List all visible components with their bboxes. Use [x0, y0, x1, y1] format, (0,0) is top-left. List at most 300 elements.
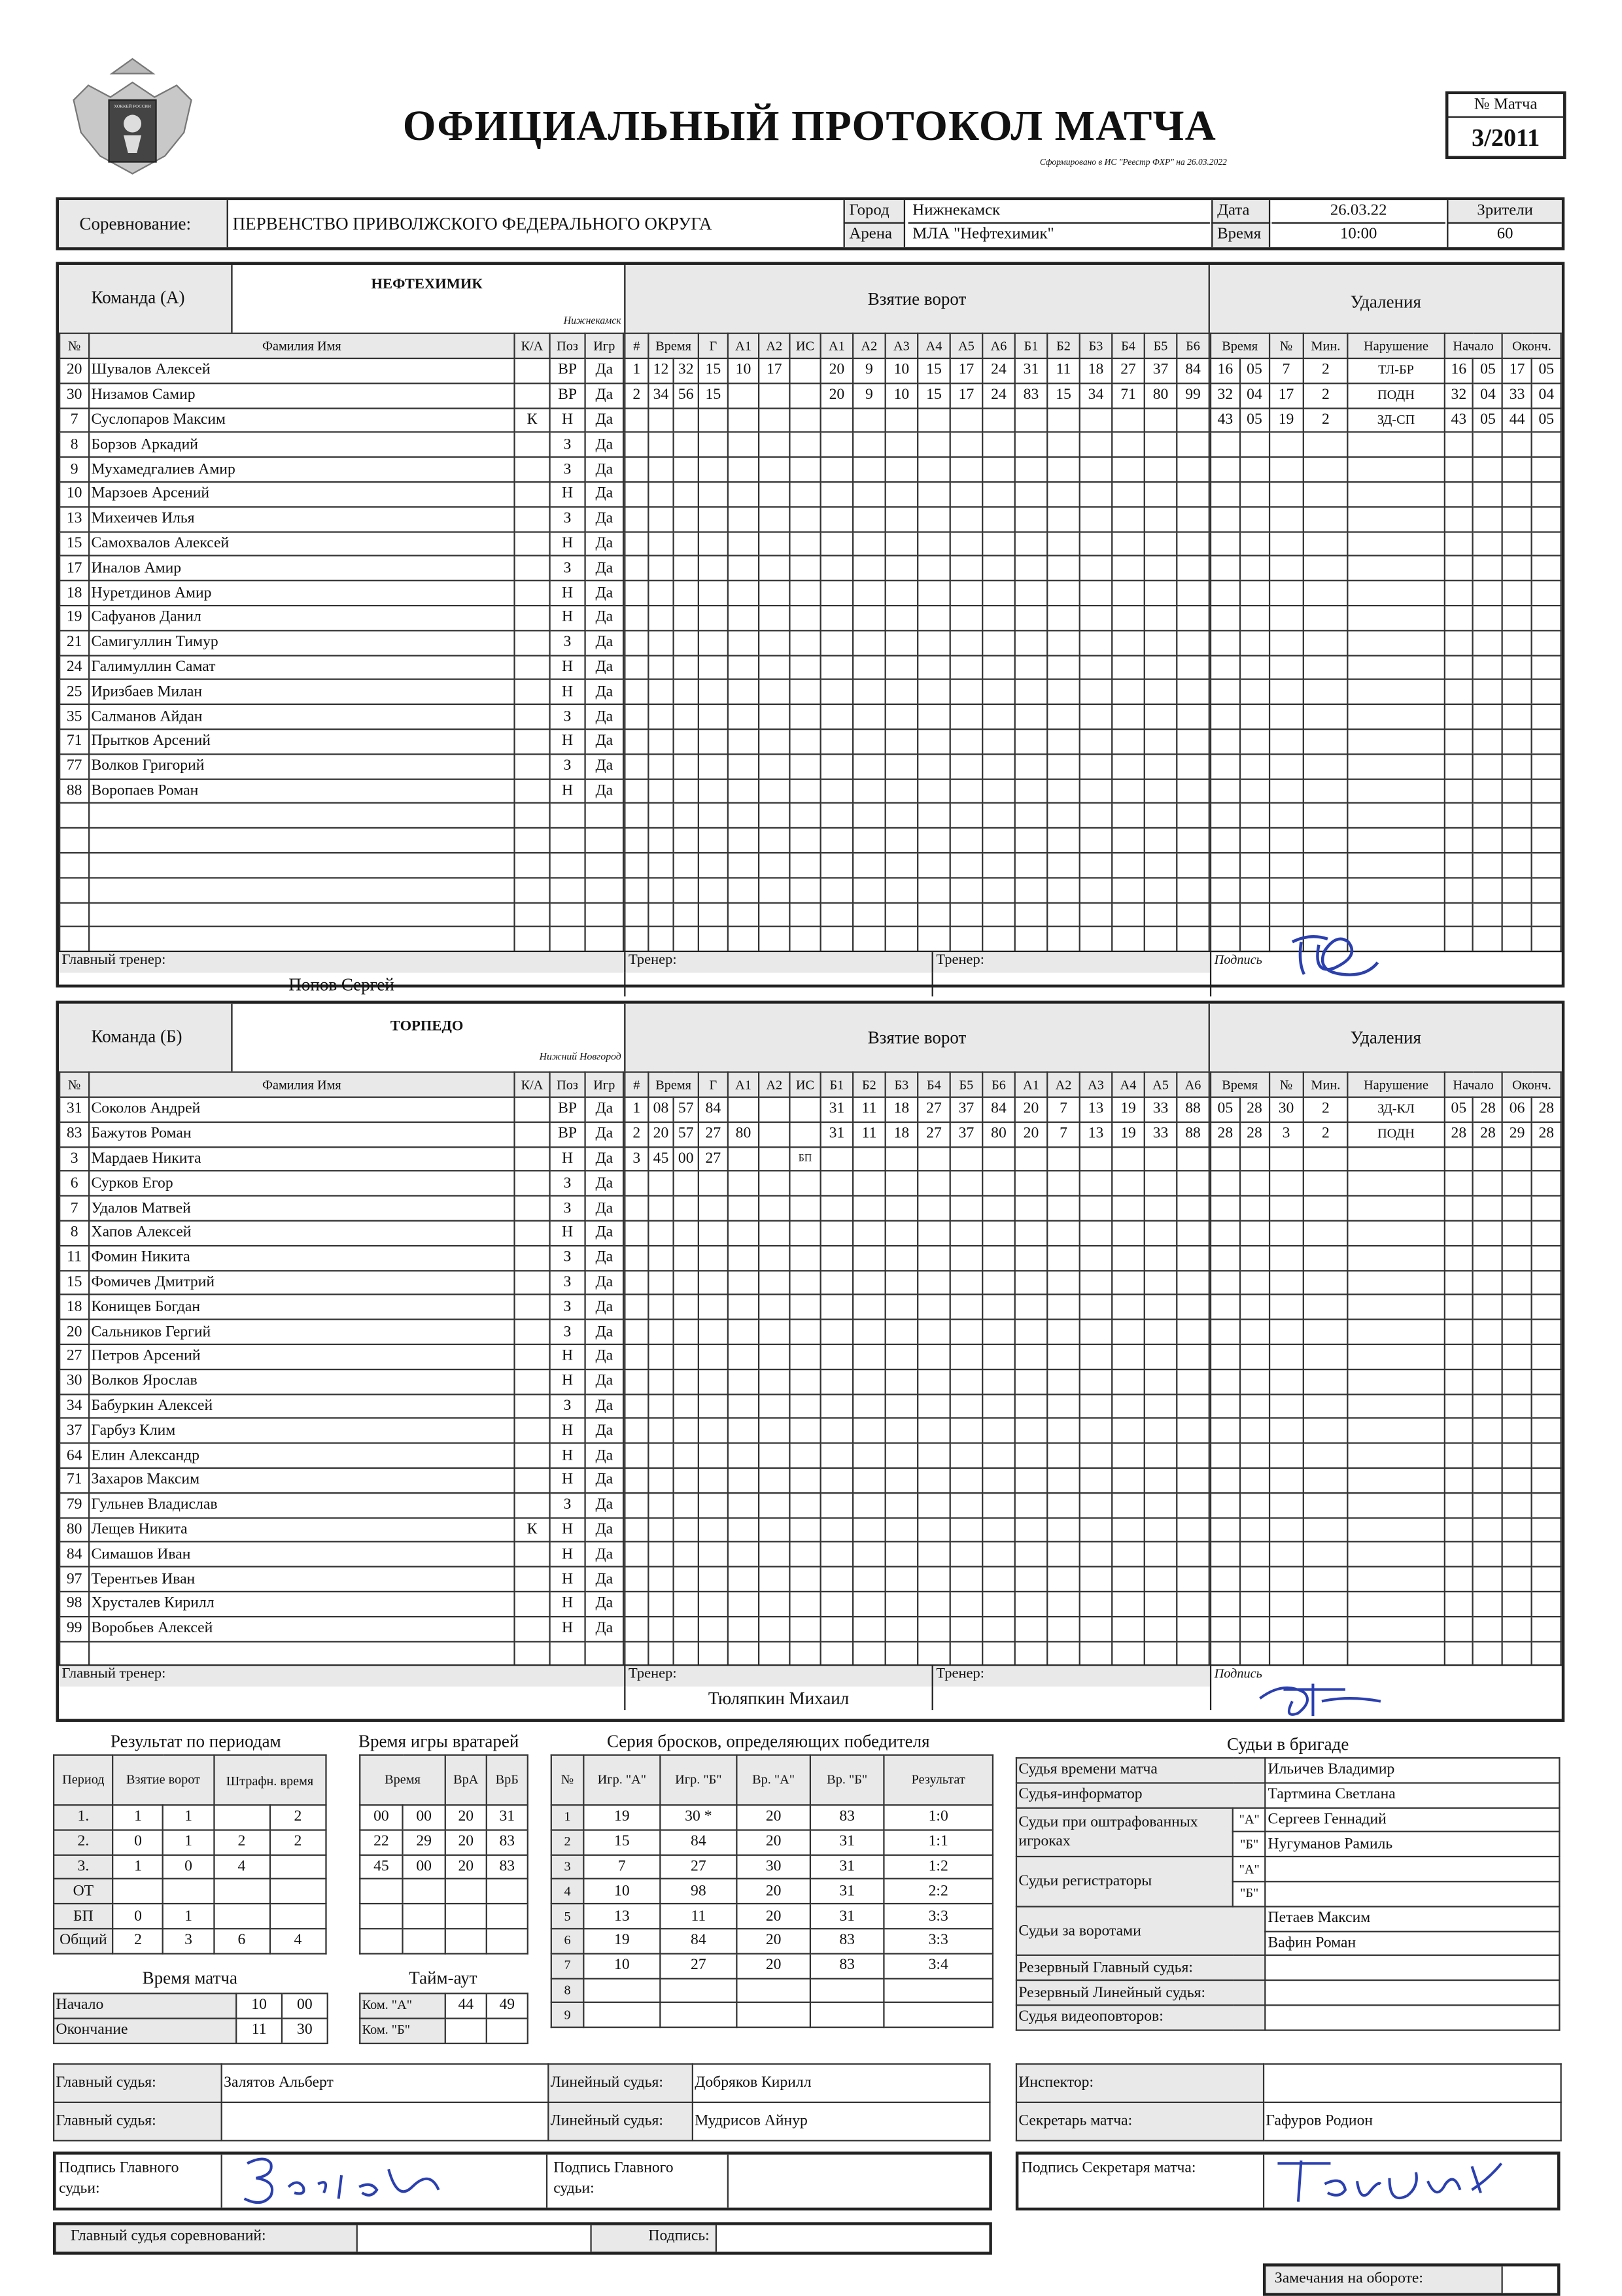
- goal-second: 56: [674, 383, 699, 408]
- penalty-end-minute: [1502, 432, 1532, 457]
- penalty-minute: [1211, 729, 1240, 754]
- penalty-row: [1211, 1641, 1561, 1666]
- goal-on-ice-player: [886, 507, 918, 532]
- goal-on-ice-player: [821, 1443, 854, 1468]
- penalty-end-second: [1532, 754, 1561, 779]
- player-row: [60, 606, 623, 630]
- goal-situation: [789, 507, 820, 532]
- goal-number: [625, 507, 648, 532]
- player-captain: [515, 1345, 550, 1369]
- goal-on-ice-player: [1015, 803, 1048, 828]
- goal-assist-1: [728, 1369, 759, 1394]
- goal-minute: [648, 729, 673, 754]
- penalty-start-second: [1474, 1468, 1503, 1493]
- shootout-goalie-b: [810, 1978, 884, 2003]
- shootout-goalie-b: [810, 2003, 884, 2028]
- player-name: Марзоев Арсений: [89, 482, 514, 507]
- penalty-minute: [1211, 1493, 1240, 1518]
- penalty-end-minute: [1502, 606, 1532, 630]
- penalty-player: [1269, 581, 1303, 606]
- period-goals-a: 1: [113, 1805, 164, 1830]
- player-position: Н: [550, 1617, 585, 1641]
- penalty-start-minute: [1444, 679, 1474, 704]
- player-row: [60, 729, 623, 754]
- goal-assist-1: [728, 432, 759, 457]
- penalty-second: [1240, 1394, 1269, 1418]
- goal-on-ice-player: [886, 754, 918, 779]
- goal-on-ice-player: [950, 1468, 983, 1493]
- goal-on-ice-player: [950, 1196, 983, 1221]
- penalty-end-minute: [1502, 1443, 1532, 1468]
- penalty-player: [1269, 1369, 1303, 1394]
- goals-header-scorer: Г: [699, 1072, 728, 1097]
- player-row: [60, 1246, 623, 1271]
- player-name: Мардаев Никита: [89, 1146, 514, 1171]
- goal-number: [625, 1542, 648, 1567]
- goal-on-ice-player: [853, 408, 886, 433]
- goal-row: [625, 383, 1209, 408]
- roster-header: [60, 1072, 623, 1097]
- goal-on-ice-player: [1080, 1443, 1113, 1468]
- goal-number: [625, 1443, 648, 1468]
- penalty-violation: ЗД-КЛ: [1348, 1097, 1444, 1122]
- goal-on-ice-player: [1080, 507, 1113, 532]
- goal-on-ice-player: [1145, 507, 1177, 532]
- penalty-end-second: [1532, 902, 1561, 927]
- penalty-minute: [1211, 606, 1240, 630]
- penalty-start-second: [1474, 754, 1503, 779]
- shootout-number: 1: [551, 1805, 584, 1830]
- roster-header-name: Фамилия Имя: [89, 334, 514, 358]
- goal-row: [625, 1641, 1209, 1666]
- goal-on-ice-player: [918, 630, 950, 655]
- goals-header-on-ice: Б1: [1015, 334, 1048, 358]
- goal-on-ice-player: [821, 927, 854, 951]
- goal-on-ice-player: [1047, 1592, 1080, 1617]
- goal-second: [674, 1171, 699, 1196]
- goal-on-ice-player: [1015, 1567, 1048, 1592]
- goal-on-ice-player: 27: [918, 1097, 950, 1122]
- penalty-second: 05: [1240, 408, 1269, 433]
- penalty-player: [1269, 1567, 1303, 1592]
- goal-on-ice-player: [886, 408, 918, 433]
- player-row: [60, 655, 623, 680]
- goal-on-ice-player: [1015, 1542, 1048, 1567]
- penalty-second: [1240, 507, 1269, 532]
- goal-on-ice-player: [1047, 1493, 1080, 1518]
- line-referee-1-label: Линейный судья:: [548, 2064, 693, 2102]
- goal-on-ice-player: [1047, 556, 1080, 581]
- goal-on-ice-player: 24: [982, 383, 1015, 408]
- player-captain: [515, 927, 550, 951]
- penalty-violation: [1348, 1196, 1444, 1221]
- goal-on-ice-player: [886, 1592, 918, 1617]
- penalty-minute: [1211, 1246, 1240, 1271]
- goal-on-ice-player: [1177, 853, 1209, 878]
- shootout-player-a: 13: [583, 1904, 660, 1928]
- player-name: [89, 878, 514, 902]
- goal-assist-2: [759, 1592, 789, 1617]
- goal-on-ice-player: [1080, 1270, 1113, 1295]
- team-b-name: ТОРПЕДО: [390, 1018, 464, 1035]
- goal-on-ice-player: [1080, 482, 1113, 507]
- goal-minute: [648, 1493, 673, 1518]
- goal-on-ice-player: [1177, 482, 1209, 507]
- penalty-violation: [1348, 704, 1444, 729]
- goal-assist-1: [728, 1097, 759, 1122]
- player-number: 24: [60, 655, 89, 680]
- goal-scorer: [699, 507, 728, 532]
- player-name: Симашов Иван: [89, 1542, 514, 1567]
- player-number: 64: [60, 1443, 89, 1468]
- goal-assist-2: [759, 704, 789, 729]
- goal-on-ice-player: [950, 1418, 983, 1443]
- player-position: Н: [550, 1592, 585, 1617]
- penalty-end-second: [1532, 482, 1561, 507]
- penalty-second: [1240, 1493, 1269, 1518]
- penalty-violation: [1348, 1443, 1444, 1468]
- player-played: Да: [585, 1617, 624, 1641]
- goal-scorer: [699, 1369, 728, 1394]
- goal-on-ice-player: [950, 679, 983, 704]
- goal-on-ice-player: 10: [886, 383, 918, 408]
- penalty-start-second: 05: [1474, 408, 1503, 433]
- penalty-start-minute: [1444, 581, 1474, 606]
- goal-on-ice-player: [886, 1196, 918, 1221]
- goal-row: [625, 1345, 1209, 1369]
- goal-on-ice-player: 80: [982, 1122, 1015, 1147]
- goal-on-ice-player: [1047, 828, 1080, 853]
- penalty-second: [1240, 606, 1269, 630]
- penalty-judges-label: Судьи при оштрафованных игроках: [1016, 1808, 1233, 1857]
- player-row: [60, 754, 623, 779]
- goal-on-ice-player: [1015, 1592, 1048, 1617]
- penalty-minute: [1211, 457, 1240, 482]
- goal-situation: [789, 803, 820, 828]
- goal-number: [625, 853, 648, 878]
- goal-assist-2: [759, 828, 789, 853]
- goal-minute: [648, 679, 673, 704]
- penalty-row: [1211, 1369, 1561, 1394]
- coach-label: Тренер:: [624, 952, 931, 973]
- penalty-row: [1211, 408, 1561, 433]
- shootout-player-b: 84: [660, 1830, 736, 1855]
- goal-on-ice-player: [1177, 729, 1209, 754]
- competition-name: ПЕРВЕНСТВО ПРИВОЛЖСКОГО ФЕДЕРАЛЬНОГО ОКРУГА: [232, 213, 712, 234]
- goal-assist-2: [759, 853, 789, 878]
- penalty-player: [1269, 828, 1303, 853]
- timeout-title: Тайм-аут: [409, 1967, 477, 1989]
- player-captain: [515, 630, 550, 655]
- goal-assist-1: [728, 482, 759, 507]
- penalty-second: [1240, 803, 1269, 828]
- goal-on-ice-player: [1080, 902, 1113, 927]
- shootout-goalie-a: 20: [736, 1805, 810, 1830]
- goal-situation: [789, 679, 820, 704]
- goals-header-on-ice: А2: [853, 334, 886, 358]
- goal-on-ice-player: [982, 1320, 1015, 1345]
- goalie-b: 83: [487, 1830, 528, 1855]
- penalty-minute: [1211, 828, 1240, 853]
- penalty-minute: [1211, 1369, 1240, 1394]
- goal-second: [674, 1295, 699, 1320]
- goal-scorer: [699, 1468, 728, 1493]
- penalty-minute: [1211, 779, 1240, 804]
- goal-on-ice-player: [1015, 927, 1048, 951]
- player-name: Иризбаев Милан: [89, 679, 514, 704]
- goal-assist-1: [728, 383, 759, 408]
- penalty-start-second: [1474, 1295, 1503, 1320]
- player-row: [60, 408, 623, 433]
- penalty-end-minute: [1502, 679, 1532, 704]
- goal-assist-1: [728, 1641, 759, 1666]
- penalty-player: [1269, 878, 1303, 902]
- goal-on-ice-player: [1015, 1171, 1048, 1196]
- period-goals-a: 0: [113, 1904, 164, 1928]
- penalty-row: [1211, 1246, 1561, 1271]
- penalty-violation: [1348, 853, 1444, 878]
- penalty-end-minute: [1502, 1369, 1532, 1394]
- penalty-violation: [1348, 1246, 1444, 1271]
- penalty-start-minute: [1444, 754, 1474, 779]
- player-position: [550, 1641, 585, 1666]
- penalty-end-minute: 44: [1502, 408, 1532, 433]
- goal-on-ice-player: [982, 878, 1015, 902]
- goal-situation: [789, 927, 820, 951]
- goal-second: [674, 1617, 699, 1641]
- goal-on-ice-player: [821, 1146, 854, 1171]
- penalties-header-time: Время: [1211, 1072, 1269, 1097]
- penalty-start-minute: [1444, 1221, 1474, 1246]
- penalty-second: [1240, 1517, 1269, 1542]
- penalty-start-second: [1474, 556, 1503, 581]
- period-row: [54, 1855, 326, 1879]
- main-referee-2: [222, 2102, 549, 2141]
- player-played: [585, 902, 624, 927]
- goal-number: [625, 1369, 648, 1394]
- goal-on-ice-player: 37: [950, 1097, 983, 1122]
- goalie-row: [360, 1805, 528, 1830]
- penalty-second: [1240, 779, 1269, 804]
- goal-on-ice-player: [1047, 1369, 1080, 1394]
- penalty-violation: [1348, 1394, 1444, 1418]
- period-goals-b: 0: [164, 1855, 214, 1879]
- goal-on-ice-player: [1015, 902, 1048, 927]
- goal-row: [625, 853, 1209, 878]
- goal-on-ice-player: [821, 1270, 854, 1295]
- goal-assist-1: [728, 408, 759, 433]
- signature-secretary-label: Подпись Секретаря матча:: [1021, 2160, 1196, 2177]
- penalty-start-second: [1474, 1567, 1503, 1592]
- goalie-minute: 00: [360, 1805, 402, 1830]
- goal-assist-2: [759, 1246, 789, 1271]
- goal-on-ice-player: 15: [918, 383, 950, 408]
- goal-on-ice-player: [1015, 704, 1048, 729]
- goal-situation: [789, 902, 820, 927]
- penalty-start-minute: [1444, 1345, 1474, 1369]
- goal-judge-2: Вафин Роман: [1266, 1931, 1559, 1956]
- timekeeper-name: Ильичев Владимир: [1266, 1758, 1559, 1783]
- penalty-end-minute: [1502, 532, 1532, 557]
- goal-on-ice-player: [886, 1345, 918, 1369]
- goal-on-ice-player: [886, 779, 918, 804]
- goalie-a: [445, 1928, 487, 1953]
- goal-on-ice-player: 20: [1015, 1097, 1048, 1122]
- goal-on-ice-player: [1015, 606, 1048, 630]
- penalty-minute: [1211, 1171, 1240, 1196]
- shootout-goalie-b: 31: [810, 1879, 884, 1904]
- goalie-a: 20: [445, 1830, 487, 1855]
- penalty-row: [1211, 1097, 1561, 1122]
- goal-on-ice-player: [853, 828, 886, 853]
- penalty-start-second: 05: [1474, 358, 1503, 383]
- penalty-minute: [1211, 704, 1240, 729]
- goal-minute: [648, 432, 673, 457]
- goal-on-ice-player: [1145, 581, 1177, 606]
- goal-on-ice-player: [1177, 1221, 1209, 1246]
- shootout-goalie-a: 20: [736, 1904, 810, 1928]
- goal-on-ice-player: [821, 532, 854, 557]
- player-captain: [515, 1493, 550, 1518]
- penalty-end-minute: [1502, 1517, 1532, 1542]
- goal-situation: [789, 1221, 820, 1246]
- goal-on-ice-player: [1080, 1641, 1113, 1666]
- player-played: Да: [585, 679, 624, 704]
- player-captain: [515, 1246, 550, 1271]
- referees-left-table: [53, 2063, 991, 2141]
- goal-on-ice-player: [982, 679, 1015, 704]
- goal-on-ice-player: [950, 581, 983, 606]
- goal-second: [674, 1641, 699, 1666]
- player-name: Фомичев Дмитрий: [89, 1270, 514, 1295]
- goal-row: [625, 556, 1209, 581]
- goal-situation: [789, 556, 820, 581]
- goal-on-ice-player: [1047, 1196, 1080, 1221]
- goal-on-ice-player: [1177, 432, 1209, 457]
- timeout-a-label: Ком. "А": [360, 1993, 445, 2018]
- goal-assist-2: [759, 1542, 789, 1567]
- penalty-duration: [1303, 655, 1348, 680]
- goal-on-ice-player: [821, 878, 854, 902]
- penalty-second: [1240, 1617, 1269, 1641]
- goal-on-ice-player: [950, 1394, 983, 1418]
- penalty-duration: [1303, 779, 1348, 804]
- goal-on-ice-player: [982, 828, 1015, 853]
- goal-assist-2: [759, 1270, 789, 1295]
- goal-on-ice-player: [1112, 1320, 1145, 1345]
- date-value: 26.03.22: [1271, 200, 1445, 224]
- penalty-violation: ТЛ-БР: [1348, 358, 1444, 383]
- goal-on-ice-player: [1177, 1443, 1209, 1468]
- goal-on-ice-player: [886, 828, 918, 853]
- penalty-row: [1211, 630, 1561, 655]
- penalty-start-minute: [1444, 507, 1474, 532]
- goal-assist-1: [728, 507, 759, 532]
- player-position: Н: [550, 779, 585, 804]
- team-a-coach-signature: [1283, 930, 1387, 986]
- goal-number: [625, 828, 648, 853]
- goal-on-ice-player: [1015, 432, 1048, 457]
- goal-situation: [789, 1171, 820, 1196]
- goal-situation: [789, 630, 820, 655]
- shootout-result: 3:3: [884, 1928, 993, 1953]
- shootout-row: [551, 1805, 993, 1830]
- goalie-second: [403, 1904, 445, 1928]
- goal-on-ice-player: [1047, 581, 1080, 606]
- goalie-minute: 22: [360, 1830, 402, 1855]
- goal-scorer: [699, 1517, 728, 1542]
- goal-on-ice-player: [1145, 1443, 1177, 1468]
- goal-on-ice-player: [1145, 408, 1177, 433]
- penalty-duration: [1303, 1221, 1348, 1246]
- penalty-row: [1211, 1592, 1561, 1617]
- penalty-minute: 16: [1211, 358, 1240, 383]
- goal-on-ice-player: [1112, 1394, 1145, 1418]
- goal-on-ice-player: [982, 655, 1015, 680]
- penalty-minute: [1211, 1542, 1240, 1567]
- goal-assist-2: [759, 1345, 789, 1369]
- penalty-second: [1240, 556, 1269, 581]
- goal-on-ice-player: [1080, 457, 1113, 482]
- goal-on-ice-player: [918, 1246, 950, 1271]
- goal-row: [625, 902, 1209, 927]
- team-b-goals-title: Взятие ворот: [624, 1004, 1210, 1072]
- penalty-start-minute: [1444, 1246, 1474, 1271]
- player-row: [60, 1443, 623, 1468]
- coach-name: [624, 973, 931, 997]
- remarks-checkbox: [1502, 2267, 1558, 2293]
- penalty-violation: ПОДН: [1348, 383, 1444, 408]
- goal-second: [674, 704, 699, 729]
- goal-second: 57: [674, 1097, 699, 1122]
- registrar-b-tag: "Б": [1233, 1881, 1266, 1906]
- timeout-a-second: 49: [487, 1993, 528, 2018]
- goal-on-ice-player: [853, 1270, 886, 1295]
- penalty-minute: [1211, 1468, 1240, 1493]
- goal-on-ice-player: [1047, 1418, 1080, 1443]
- goal-on-ice-player: [1080, 1171, 1113, 1196]
- goal-on-ice-player: [821, 408, 854, 433]
- player-name: Гарбуз Клим: [89, 1418, 514, 1443]
- player-position: Н: [550, 482, 585, 507]
- goal-on-ice-player: 11: [853, 1097, 886, 1122]
- player-played: [585, 1641, 624, 1666]
- goal-on-ice-player: [1080, 630, 1113, 655]
- goal-judge-1: Петаев Максим: [1266, 1906, 1559, 1931]
- player-position: Н: [550, 1345, 585, 1369]
- goal-second: [674, 1443, 699, 1468]
- penalty-duration: 2: [1303, 1097, 1348, 1122]
- goal-situation: [789, 482, 820, 507]
- goal-second: [674, 1270, 699, 1295]
- penalty-minute: [1211, 1567, 1240, 1592]
- goal-on-ice-player: [982, 482, 1015, 507]
- player-name: Салманов Айдан: [89, 704, 514, 729]
- goals-header-on-ice: А2: [1047, 1072, 1080, 1097]
- penalty-player: [1269, 729, 1303, 754]
- penalty-start-second: [1474, 1394, 1503, 1418]
- goal-on-ice-player: [918, 1221, 950, 1246]
- goal-on-ice-player: [1047, 853, 1080, 878]
- penalty-end-second: [1532, 457, 1561, 482]
- video-judge-label: Судья видеоповторов:: [1016, 2005, 1266, 2030]
- player-row: [60, 1567, 623, 1592]
- goal-second: [674, 853, 699, 878]
- goal-on-ice-player: [1177, 1246, 1209, 1271]
- goal-on-ice-player: [886, 927, 918, 951]
- penalty-start-minute: [1444, 779, 1474, 804]
- goal-on-ice-player: 17: [950, 383, 983, 408]
